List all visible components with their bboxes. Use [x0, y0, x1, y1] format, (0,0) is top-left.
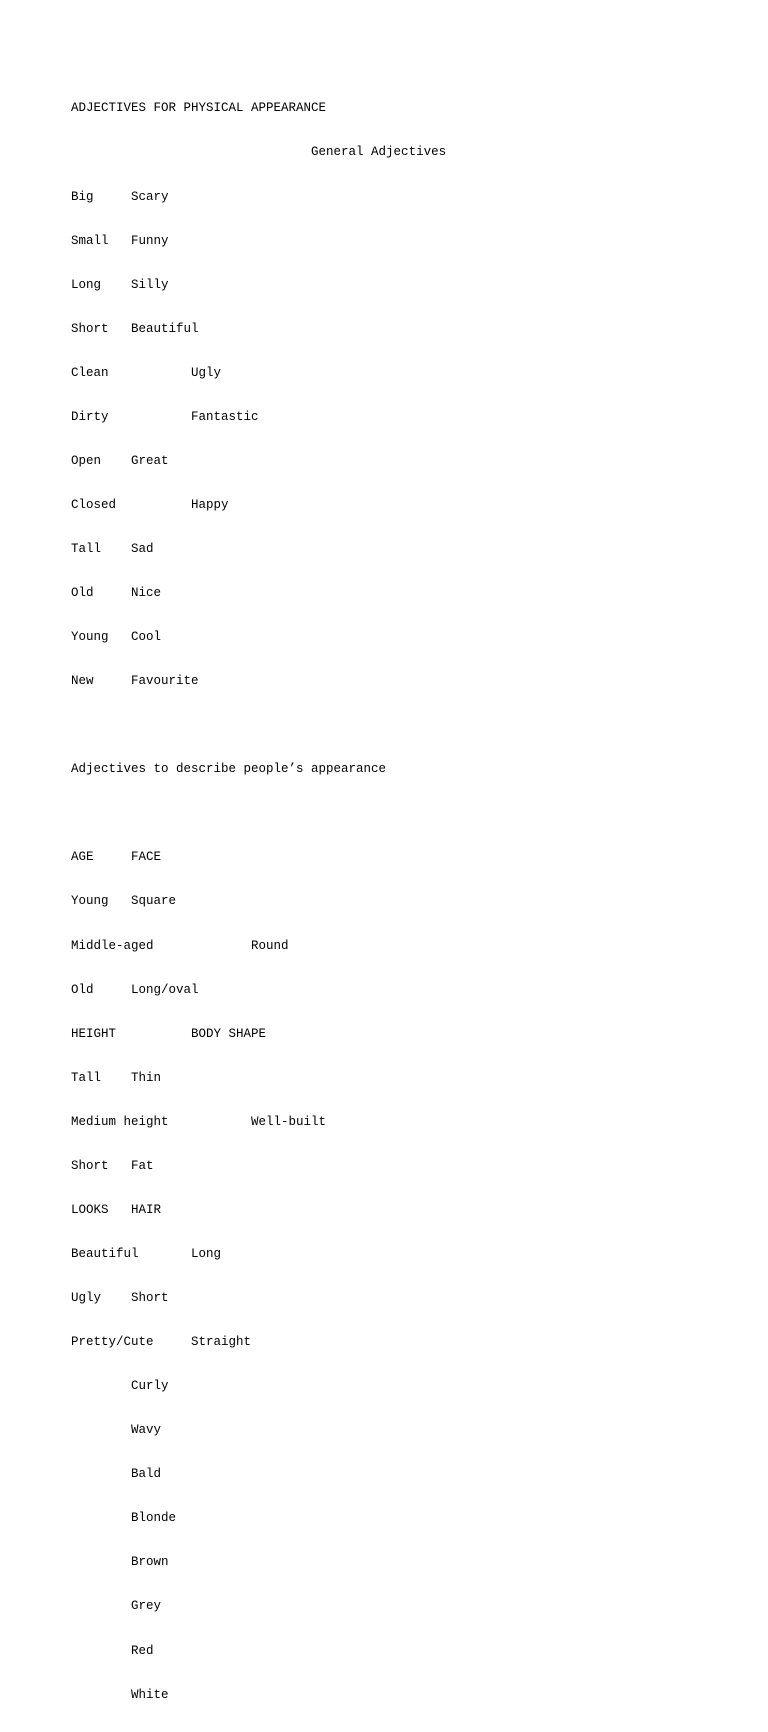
text-line: Small Funny	[71, 233, 169, 248]
text-line: Big Scary	[71, 189, 169, 204]
document-body	[71, 72, 446, 1732]
text-line: Young Cool	[71, 630, 162, 645]
text-line: Young Square	[71, 894, 177, 909]
text-line: Tall Thin	[71, 1070, 162, 1085]
text-line: Short Fat	[71, 1158, 154, 1173]
text-line: HEIGHT BODY SHAPE	[71, 1026, 267, 1041]
text-line: Grey	[71, 1599, 162, 1614]
text-line: Beautiful Long	[71, 1246, 222, 1261]
text-line: Middle-aged Round	[71, 938, 289, 953]
section-heading: Adjectives to describe people’s appearance	[71, 762, 387, 777]
text-line: Curly	[71, 1379, 169, 1394]
text-line: Clean Ugly	[71, 365, 222, 380]
text-line: LOOKS HAIR	[71, 1202, 162, 1217]
document-title: ADJECTIVES FOR PHYSICAL APPEARANCE	[71, 101, 327, 116]
text-line: White	[71, 1687, 169, 1702]
text-line: Bald	[71, 1467, 162, 1482]
text-line: Open Great	[71, 453, 169, 468]
text-line: Brown	[71, 1555, 169, 1570]
text-line: Blonde	[71, 1511, 177, 1526]
blank-line	[71, 806, 446, 821]
text-line: Closed Happy	[71, 497, 229, 512]
text-line: Tall Sad	[71, 542, 154, 556]
text-line: Dirty Fantastic	[71, 409, 259, 424]
text-line: Old Long/oval	[71, 982, 199, 997]
text-line: Pretty/Cute Straight	[71, 1335, 252, 1350]
text-line: Wavy	[71, 1423, 162, 1438]
blank-line	[71, 718, 446, 733]
text-line: New Favourite	[71, 674, 199, 689]
text-line: Short Beautiful	[71, 321, 199, 336]
section-heading: General Adjectives	[71, 145, 447, 160]
text-line: AGE FACE	[71, 850, 162, 865]
text-line: Old Nice	[71, 586, 162, 601]
text-line: Long Silly	[71, 277, 169, 292]
text-line: Ugly Short	[71, 1291, 169, 1306]
text-line: Red	[71, 1643, 154, 1658]
text-line: Medium height Well-built	[71, 1114, 327, 1129]
